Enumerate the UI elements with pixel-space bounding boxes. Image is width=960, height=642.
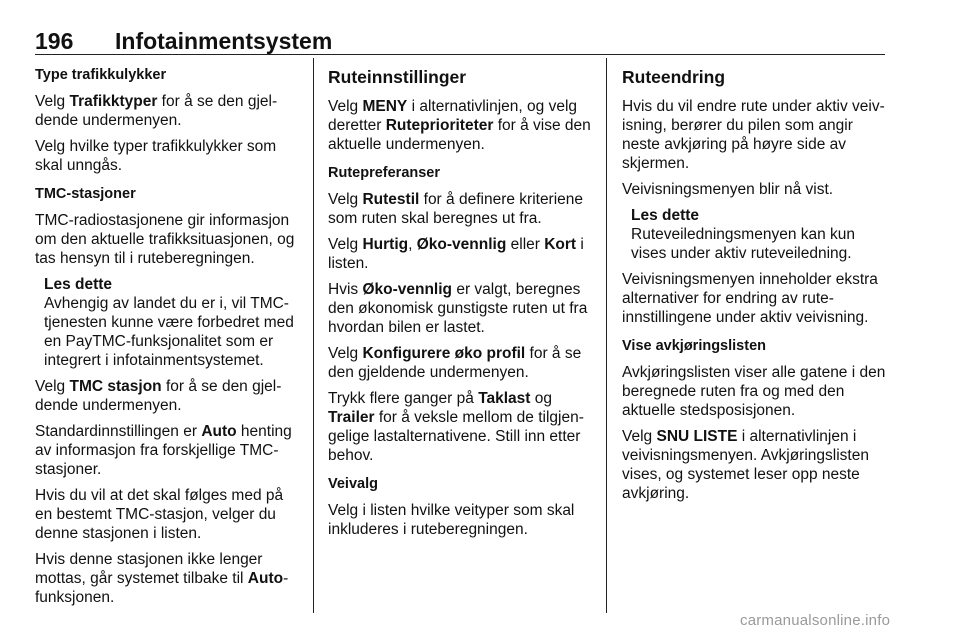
note-title: Les dette bbox=[44, 276, 113, 293]
section-heading: Veivalg bbox=[328, 476, 378, 492]
paragraph: Hvis Øko-vennlig er valgt, beregnes den økonomisk gunstigste ruten ut fra hvordan bilen er lastet. bbox=[328, 281, 588, 336]
paragraph: Velg i listen hvilke veityper som skal inkluderes i ruteberegningen. bbox=[328, 502, 575, 538]
watermark-text: carmanualsonline.info bbox=[740, 612, 891, 629]
column-3 bbox=[622, 66, 888, 510]
paragraph: Velg Trafikktyper for å se den gjeldende undermenyen. bbox=[35, 93, 278, 129]
paragraph: Hvis denne stasjonen ikke lenger mottas, går systemet tilbake til Auto-funksjonen. bbox=[35, 551, 289, 606]
note-box bbox=[44, 275, 301, 370]
paragraph: Veivisningsmenyen blir nå vist. bbox=[622, 181, 834, 198]
section-heading: TMC-stasjoner bbox=[35, 186, 136, 202]
running-title: Infotainmentsystem bbox=[115, 28, 333, 54]
column-divider-2 bbox=[606, 58, 607, 613]
section-heading: Rutepreferanser bbox=[328, 165, 441, 181]
page-number: 196 bbox=[35, 28, 74, 54]
paragraph: Velg Rutestil for å definere kriteriene som ruten skal beregnes ut fra. bbox=[328, 191, 584, 227]
page-header bbox=[35, 28, 885, 54]
paragraph: Velg MENY i alternativlinjen, og velg deretter Ruteprioriteter for å vise den aktuelle undermenyen. bbox=[328, 98, 591, 153]
paragraph: Velg Konfigurere øko profil for å se den gjeldende undermenyen. bbox=[328, 345, 582, 381]
note-text: Ruteveiledningsmenyen kan kun vises under aktiv ruteveiledning. bbox=[631, 226, 856, 262]
note-text: Avhengig av landet du er i, vil TMC-tjenesten kunne være forbedret med en PayTMC-funksjonalitet som er integrert i infotainmentsystemet. bbox=[44, 295, 294, 369]
paragraph: Velg Hurtig, Øko-vennlig eller Kort i listen. bbox=[328, 236, 584, 272]
header-rule bbox=[35, 54, 885, 55]
paragraph: Velg hvilke typer trafikkulykker som skal unngås. bbox=[35, 138, 277, 174]
note-box bbox=[631, 206, 888, 263]
paragraph: Velg SNU LISTE i alternativlinjen i veivisningsmenyen. Avkjøringslisten vises, og systemet leser opp neste avkjøring. bbox=[622, 428, 869, 502]
paragraph: Velg TMC stasjon for å se den gjeldende undermenyen. bbox=[35, 378, 282, 414]
column-divider-1 bbox=[313, 58, 314, 613]
section-heading: Type trafikkulykker bbox=[35, 67, 167, 83]
paragraph: Standardinnstillingen er Auto henting av informasjon fra forskjellige TMC-stasjoner. bbox=[35, 423, 292, 478]
paragraph: Trykk flere ganger på Taklast og Trailer for å veksle mellom de tilgjengelige lastalternativene. Still inn etter behov. bbox=[328, 390, 584, 464]
paragraph: TMC-radiostasjonene gir informasjon om den aktuelle trafikksituasjonen, og tas hensyn til i ruteberegningen. bbox=[35, 212, 295, 267]
section-title: Ruteendring bbox=[622, 67, 726, 87]
paragraph: Avkjøringslisten viser alle gatene i den beregnede ruten fra og med den aktuelle stedsposisjonen. bbox=[622, 364, 886, 419]
section-heading: Vise avkjøringslisten bbox=[622, 338, 766, 354]
note-title: Les dette bbox=[631, 207, 700, 224]
column-1 bbox=[35, 66, 301, 614]
column-2 bbox=[328, 66, 594, 546]
paragraph: Hvis du vil at det skal følges med på en bestemt TMC-stasjon, velger du denne stasjonen i listen. bbox=[35, 487, 284, 542]
paragraph: Hvis du vil endre rute under aktiv veivisning, berører du pilen som angir neste avkjøring på høyre side av skjermen. bbox=[622, 98, 885, 172]
paragraph: Veivisningsmenyen inneholder ekstra alternativer for endring av ruteinnstillingene under aktiv veivisning. bbox=[622, 271, 878, 326]
section-title: Ruteinnstillinger bbox=[328, 67, 467, 87]
